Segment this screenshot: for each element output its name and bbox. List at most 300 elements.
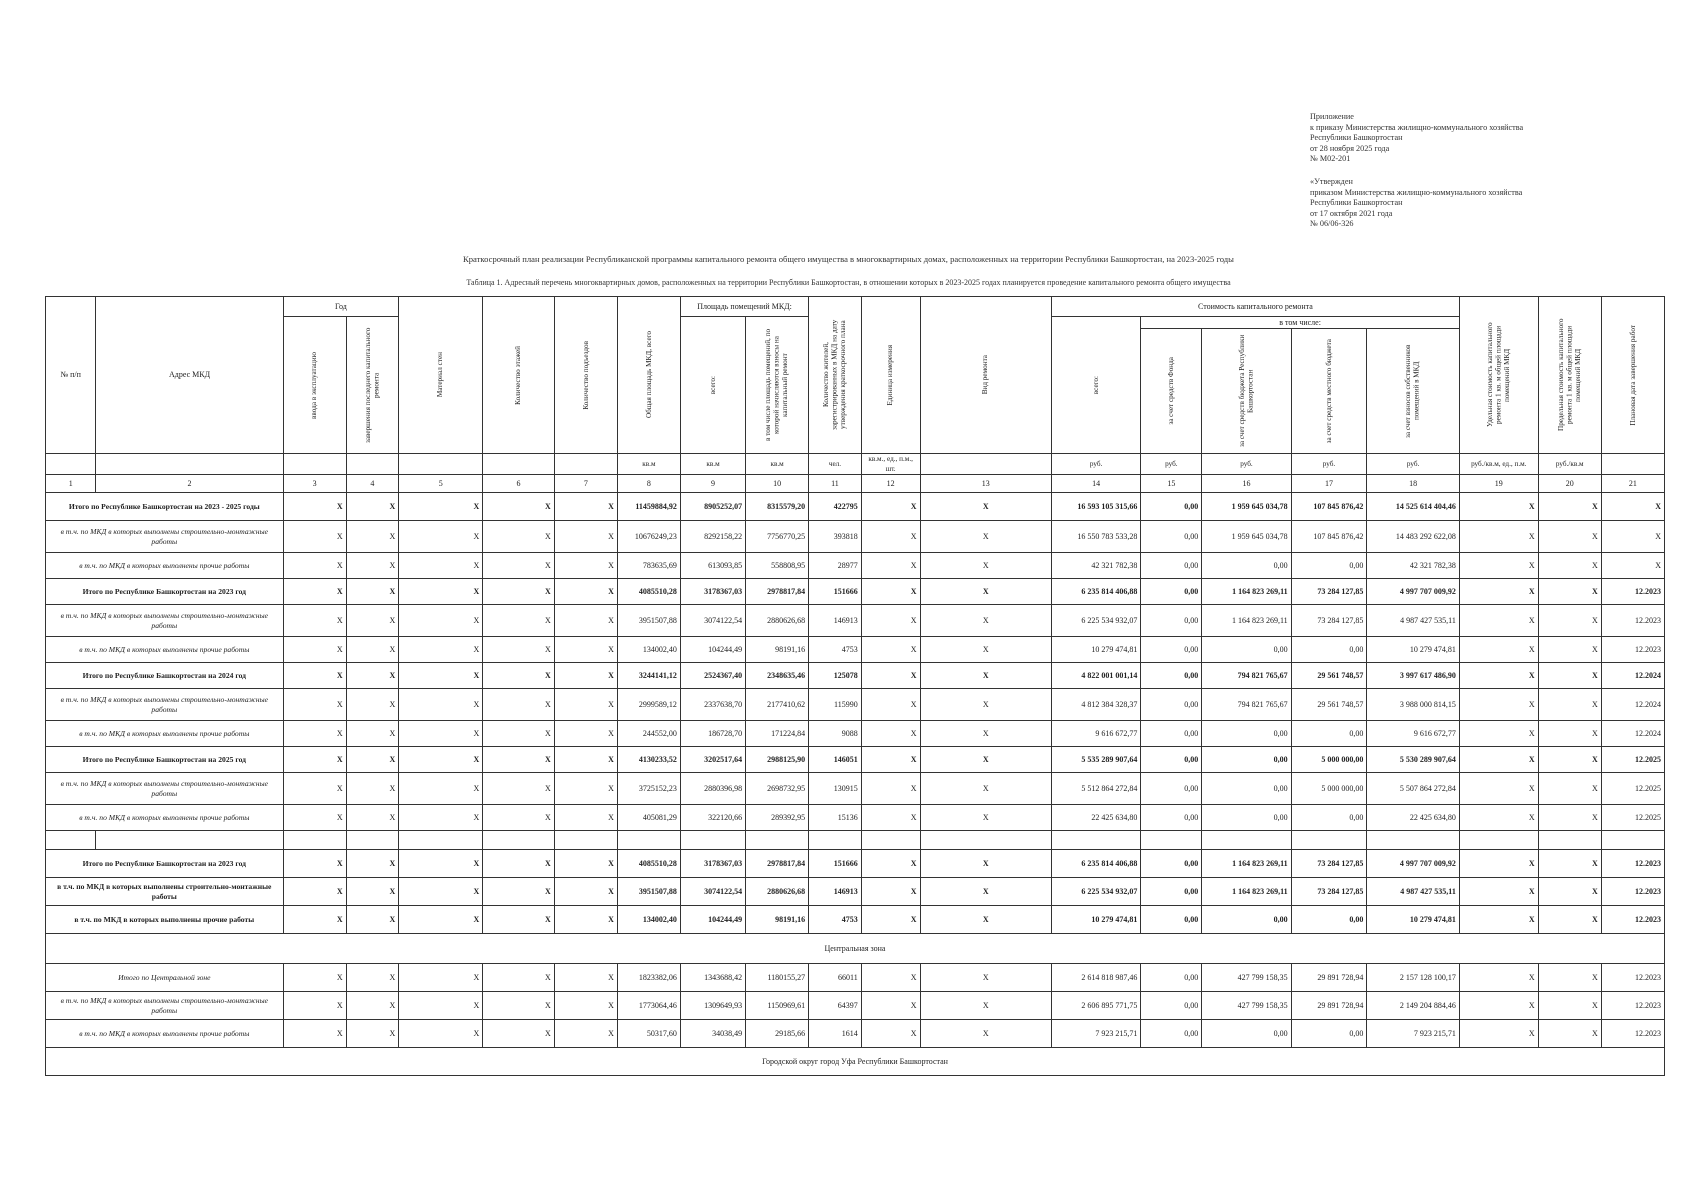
- cost-owners-value: 4 987 427 535,11: [1367, 605, 1460, 637]
- x-mark: X: [861, 521, 920, 553]
- premises-total-value: 2337638,70: [680, 689, 745, 721]
- x-mark: X: [554, 1020, 617, 1048]
- premises-total-value: 2880396,98: [680, 773, 745, 805]
- x-mark: X: [861, 964, 920, 992]
- column-number: 17: [1291, 475, 1367, 493]
- x-mark: X: [283, 553, 346, 579]
- row-label: в т.ч. по МКД в которых выполнены прочие работы: [46, 1020, 284, 1048]
- row-label: в т.ч. по МКД в которых выполнены прочие работы: [46, 805, 284, 831]
- x-mark: X: [483, 605, 554, 637]
- x-mark: X: [861, 689, 920, 721]
- x-mark: X: [920, 906, 1051, 934]
- table-row: [46, 773, 1665, 805]
- planned-date-value: 12.2025: [1601, 805, 1664, 831]
- premises-owned-value: 8315579,20: [746, 493, 809, 521]
- cost-total-value: 22 425 634,80: [1051, 805, 1140, 831]
- row-label: Итого по Республике Башкортостан на 2023 год: [46, 850, 284, 878]
- residents-value: 64397: [809, 992, 862, 1020]
- x-mark: X: [283, 493, 346, 521]
- column-number: 16: [1202, 475, 1291, 493]
- total-area-value: 4085510,28: [617, 850, 680, 878]
- total-area-value: 134002,40: [617, 906, 680, 934]
- x-mark: X: [399, 689, 483, 721]
- x-mark: X: [283, 964, 346, 992]
- premises-owned-value: 1150969,61: [746, 992, 809, 1020]
- cost-fund-value: 0,00: [1141, 521, 1202, 553]
- total-area-value: 11459884,92: [617, 493, 680, 521]
- cost-local-value: 73 284 127,85: [1291, 605, 1367, 637]
- x-mark: X: [483, 637, 554, 663]
- x-mark: X: [1459, 579, 1538, 605]
- header-floors: Количество этажей: [483, 297, 554, 454]
- planned-date-value: 12.2023: [1601, 992, 1664, 1020]
- x-mark: X: [346, 663, 399, 689]
- planned-date-value: 12.2024: [1601, 721, 1664, 747]
- x-mark: X: [1459, 493, 1538, 521]
- cost-total-value: 16 550 783 533,28: [1051, 521, 1140, 553]
- cost-republic-value: 0,00: [1202, 906, 1291, 934]
- column-number: 9: [680, 475, 745, 493]
- x-mark: X: [483, 773, 554, 805]
- row-label: Итого по Республике Башкортостан на 2024 год: [46, 663, 284, 689]
- column-number: 1: [46, 475, 96, 493]
- x-mark: X: [861, 992, 920, 1020]
- x-mark: X: [483, 747, 554, 773]
- x-mark: X: [1538, 805, 1601, 831]
- x-mark: X: [861, 878, 920, 906]
- appendix-line: Республики Башкортостан: [1310, 133, 1403, 143]
- cost-owners-value: 14 483 292 622,08: [1367, 521, 1460, 553]
- x-mark: X: [483, 579, 554, 605]
- premises-owned-value: 1180155,27: [746, 964, 809, 992]
- cost-fund-value: 0,00: [1141, 689, 1202, 721]
- residents-value: 151666: [809, 579, 862, 605]
- cost-republic-value: 427 799 158,35: [1202, 964, 1291, 992]
- cost-republic-value: 0,00: [1202, 773, 1291, 805]
- x-mark: X: [483, 553, 554, 579]
- x-mark: X: [399, 493, 483, 521]
- cost-republic-value: 0,00: [1202, 747, 1291, 773]
- x-mark: X: [554, 689, 617, 721]
- premises-owned-value: 7756770,25: [746, 521, 809, 553]
- residents-value: 125078: [809, 663, 862, 689]
- column-number: 21: [1601, 475, 1664, 493]
- x-mark: X: [554, 579, 617, 605]
- header-row-1: [46, 297, 1665, 317]
- cost-republic-value: 1 164 823 269,11: [1202, 878, 1291, 906]
- x-mark: X: [1459, 850, 1538, 878]
- x-mark: X: [1459, 721, 1538, 747]
- column-number: 6: [483, 475, 554, 493]
- x-mark: X: [920, 747, 1051, 773]
- x-mark: X: [346, 1020, 399, 1048]
- x-mark: X: [346, 747, 399, 773]
- x-mark: X: [399, 878, 483, 906]
- x-mark: X: [554, 493, 617, 521]
- cost-local-value: 0,00: [1291, 553, 1367, 579]
- cost-owners-value: 10 279 474,81: [1367, 637, 1460, 663]
- x-mark: X: [1538, 637, 1601, 663]
- cost-fund-value: 0,00: [1141, 663, 1202, 689]
- unit-cell: руб./кв.м, ед., п.м.: [1459, 454, 1538, 475]
- cost-owners-value: 9 616 672,77: [1367, 721, 1460, 747]
- x-mark: X: [861, 805, 920, 831]
- premises-total-value: 613093,85: [680, 553, 745, 579]
- x-mark: X: [283, 1020, 346, 1048]
- row-label: в т.ч. по МКД в которых выполнены строительно-монтажные работы: [46, 689, 284, 721]
- x-mark: X: [861, 906, 920, 934]
- residents-value: 393818: [809, 521, 862, 553]
- x-mark: X: [283, 878, 346, 906]
- x-mark: X: [283, 605, 346, 637]
- unit-cell: кв.м: [617, 454, 680, 475]
- x-mark: X: [346, 637, 399, 663]
- unit-cell: руб.: [1367, 454, 1460, 475]
- planned-date-value: 12.2023: [1601, 850, 1664, 878]
- x-mark: X: [346, 805, 399, 831]
- x-mark: X: [399, 992, 483, 1020]
- cost-owners-value: 4 987 427 535,11: [1367, 878, 1460, 906]
- document-title: Краткосрочный план реализации Республиканской программы капитального ремонта общего имущества в многоквартирных домах, расположенных на территории Республики Башкортостан, на 2023-2025 годы: [463, 254, 1234, 264]
- premises-owned-value: 2988125,90: [746, 747, 809, 773]
- row-label: в т.ч. по МКД в которых выполнены строительно-монтажные работы: [46, 773, 284, 805]
- cost-fund-value: 0,00: [1141, 579, 1202, 605]
- x-mark: X: [1538, 521, 1601, 553]
- header-wall-material: Материал стен: [399, 297, 483, 454]
- planned-date-value: 12.2023: [1601, 1020, 1664, 1048]
- x-mark: X: [399, 964, 483, 992]
- row-label: Итого по Республике Башкортостан на 2025 год: [46, 747, 284, 773]
- x-mark: X: [283, 992, 346, 1020]
- x-mark: X: [346, 579, 399, 605]
- total-area-value: 3244141,12: [617, 663, 680, 689]
- x-mark: X: [483, 964, 554, 992]
- x-mark: X: [399, 553, 483, 579]
- residents-value: 28977: [809, 553, 862, 579]
- planned-date-value: 12.2023: [1601, 579, 1664, 605]
- x-mark: X: [1538, 605, 1601, 637]
- x-mark: X: [399, 805, 483, 831]
- cost-local-value: 73 284 127,85: [1291, 878, 1367, 906]
- row-label: в т.ч. по МКД в которых выполнены прочие работы: [46, 906, 284, 934]
- x-mark: X: [1459, 878, 1538, 906]
- premises-total-value: 3074122,54: [680, 878, 745, 906]
- x-mark: X: [861, 493, 920, 521]
- cost-total-value: 16 593 105 315,66: [1051, 493, 1140, 521]
- residents-value: 66011: [809, 964, 862, 992]
- column-number: 11: [809, 475, 862, 493]
- x-mark: X: [283, 773, 346, 805]
- x-mark: X: [920, 878, 1051, 906]
- table-row: [46, 747, 1665, 773]
- residents-value: 15136: [809, 805, 862, 831]
- x-mark: X: [346, 992, 399, 1020]
- residents-value: 146913: [809, 605, 862, 637]
- premises-owned-value: 2698732,95: [746, 773, 809, 805]
- x-mark: X: [483, 493, 554, 521]
- cost-owners-value: 14 525 614 404,46: [1367, 493, 1460, 521]
- cost-total-value: 10 279 474,81: [1051, 637, 1140, 663]
- residents-value: 130915: [809, 773, 862, 805]
- x-mark: X: [1459, 553, 1538, 579]
- table-row: [46, 663, 1665, 689]
- unit-cell: руб.: [1202, 454, 1291, 475]
- table-row: [46, 850, 1665, 878]
- residents-value: 4753: [809, 906, 862, 934]
- planned-date-value: X: [1601, 493, 1664, 521]
- row-label: в т.ч. по МКД в которых выполнены строительно-монтажные работы: [46, 521, 284, 553]
- cost-owners-value: 22 425 634,80: [1367, 805, 1460, 831]
- premises-total-value: 8292158,22: [680, 521, 745, 553]
- premises-total-value: 3178367,03: [680, 850, 745, 878]
- x-mark: X: [861, 1020, 920, 1048]
- x-mark: X: [554, 605, 617, 637]
- unit-cell: руб.: [1291, 454, 1367, 475]
- zone-row: [46, 1048, 1665, 1076]
- x-mark: X: [346, 906, 399, 934]
- column-number: 5: [399, 475, 483, 493]
- residents-value: 422795: [809, 493, 862, 521]
- approved-line: Республики Башкортостан: [1310, 198, 1403, 208]
- x-mark: X: [920, 773, 1051, 805]
- cost-republic-value: 0,00: [1202, 805, 1291, 831]
- cost-total-value: 5 512 864 272,84: [1051, 773, 1140, 805]
- cost-fund-value: 0,00: [1141, 721, 1202, 747]
- cost-total-value: 2 606 895 771,75: [1051, 992, 1140, 1020]
- x-mark: X: [346, 878, 399, 906]
- spacer-row: [46, 831, 1665, 850]
- x-mark: X: [1459, 605, 1538, 637]
- x-mark: X: [1538, 1020, 1601, 1048]
- x-mark: X: [283, 850, 346, 878]
- premises-total-value: 3074122,54: [680, 605, 745, 637]
- x-mark: X: [861, 553, 920, 579]
- row-label: в т.ч. по МКД в которых выполнены прочие работы: [46, 721, 284, 747]
- column-number: 15: [1141, 475, 1202, 493]
- planned-date-value: 12.2024: [1601, 663, 1664, 689]
- x-mark: X: [399, 579, 483, 605]
- x-mark: X: [399, 747, 483, 773]
- cost-local-value: 107 845 876,42: [1291, 493, 1367, 521]
- x-mark: X: [1538, 579, 1601, 605]
- row-label: Итого по Центральной зоне: [46, 964, 284, 992]
- premises-total-value: 3202517,64: [680, 747, 745, 773]
- x-mark: X: [1538, 689, 1601, 721]
- header-cost-local: за счет средств местного бюджета: [1291, 329, 1367, 454]
- residents-value: 4753: [809, 637, 862, 663]
- residents-value: 9088: [809, 721, 862, 747]
- cost-total-value: 2 614 818 987,46: [1051, 964, 1140, 992]
- x-mark: X: [861, 721, 920, 747]
- planned-date-value: X: [1601, 553, 1664, 579]
- x-mark: X: [554, 906, 617, 934]
- cost-owners-value: 4 997 707 009,92: [1367, 579, 1460, 605]
- cost-fund-value: 0,00: [1141, 553, 1202, 579]
- premises-total-value: 104244,49: [680, 637, 745, 663]
- planned-date-value: 12.2023: [1601, 964, 1664, 992]
- x-mark: X: [554, 747, 617, 773]
- cost-fund-value: 0,00: [1141, 850, 1202, 878]
- x-mark: X: [1538, 663, 1601, 689]
- header-including: в том числе:: [1141, 317, 1460, 329]
- header-residents: Количество жителей, зарегистрированных в МКД на дату утверждения краткосрочного плана: [809, 297, 862, 454]
- planned-date-value: 12.2024: [1601, 689, 1664, 721]
- residents-value: 1614: [809, 1020, 862, 1048]
- premises-owned-value: 2348635,46: [746, 663, 809, 689]
- premises-owned-value: 2880626,68: [746, 605, 809, 637]
- premises-total-value: 34038,49: [680, 1020, 745, 1048]
- cost-fund-value: 0,00: [1141, 747, 1202, 773]
- premises-total-value: 3178367,03: [680, 579, 745, 605]
- x-mark: X: [346, 553, 399, 579]
- cost-owners-value: 3 988 000 814,15: [1367, 689, 1460, 721]
- header-premises-area: Площадь помещений МКД:: [680, 297, 808, 317]
- x-mark: X: [920, 992, 1051, 1020]
- cost-total-value: 7 923 215,71: [1051, 1020, 1140, 1048]
- header-num: № п/п: [46, 297, 96, 454]
- total-area-value: 783635,69: [617, 553, 680, 579]
- column-number: 8: [617, 475, 680, 493]
- cost-republic-value: 794 821 765,67: [1202, 663, 1291, 689]
- x-mark: X: [1459, 521, 1538, 553]
- x-mark: X: [1459, 773, 1538, 805]
- premises-owned-value: 2978817,84: [746, 850, 809, 878]
- x-mark: X: [554, 850, 617, 878]
- header-premises-owned: в том числе площадь помещений, по которой начисляются взносы на капитальный ремонт: [746, 317, 809, 454]
- x-mark: X: [861, 637, 920, 663]
- appendix-line: к приказу Министерства жилищно-коммунального хозяйства: [1310, 122, 1524, 132]
- x-mark: X: [1459, 1020, 1538, 1048]
- premises-owned-value: 558808,95: [746, 553, 809, 579]
- x-mark: X: [283, 747, 346, 773]
- header-year-commission: ввода в эксплуатацию: [283, 317, 346, 454]
- cost-total-value: 4 812 384 328,37: [1051, 689, 1140, 721]
- x-mark: X: [399, 721, 483, 747]
- table-row: [46, 521, 1665, 553]
- premises-total-value: 2524367,40: [680, 663, 745, 689]
- x-mark: X: [346, 850, 399, 878]
- cost-republic-value: 1 164 823 269,11: [1202, 605, 1291, 637]
- x-mark: X: [1459, 689, 1538, 721]
- column-number: 18: [1367, 475, 1460, 493]
- residents-value: 115990: [809, 689, 862, 721]
- premises-owned-value: 2880626,68: [746, 878, 809, 906]
- x-mark: X: [1538, 493, 1601, 521]
- x-mark: X: [483, 721, 554, 747]
- planned-date-value: 12.2025: [1601, 747, 1664, 773]
- cost-local-value: 0,00: [1291, 721, 1367, 747]
- x-mark: X: [399, 1020, 483, 1048]
- cost-republic-value: 0,00: [1202, 1020, 1291, 1048]
- header-unit: Единица измерения: [861, 297, 920, 454]
- header-premises-total: всего:: [680, 317, 745, 454]
- row-label: в т.ч. по МКД в которых выполнены строительно-монтажные работы: [46, 605, 284, 637]
- cost-total-value: 6 225 534 932,07: [1051, 878, 1140, 906]
- row-label: в т.ч. по МКД в которых выполнены строительно-монтажные работы: [46, 878, 284, 906]
- zone-title: Городской округ город Уфа Республики Башкортостан: [46, 1048, 1665, 1076]
- cost-local-value: 29 561 748,57: [1291, 689, 1367, 721]
- cost-republic-value: 1 959 645 034,78: [1202, 521, 1291, 553]
- header-entrances: Количество подъездов: [554, 297, 617, 454]
- cost-republic-value: 1 164 823 269,11: [1202, 579, 1291, 605]
- total-area-value: 3951507,88: [617, 605, 680, 637]
- x-mark: X: [399, 521, 483, 553]
- x-mark: X: [554, 663, 617, 689]
- appendix-line: Приложение: [1310, 112, 1354, 121]
- x-mark: X: [554, 721, 617, 747]
- x-mark: X: [1538, 553, 1601, 579]
- x-mark: X: [554, 805, 617, 831]
- total-area-value: 2999589,12: [617, 689, 680, 721]
- header-cost: Стоимость капитального ремонта: [1051, 297, 1459, 317]
- x-mark: X: [399, 663, 483, 689]
- x-mark: X: [861, 850, 920, 878]
- planned-date-value: 12.2023: [1601, 605, 1664, 637]
- table-row: [46, 553, 1665, 579]
- planned-date-value: 12.2023: [1601, 878, 1664, 906]
- header-max-cost: Предельная стоимость капитального ремонта 1 кв. м общей площади помещений МКД: [1538, 297, 1601, 454]
- unit-cell: руб.: [1141, 454, 1202, 475]
- premises-owned-value: 29185,66: [746, 1020, 809, 1048]
- table-row: [46, 878, 1665, 906]
- table-row: [46, 906, 1665, 934]
- cost-local-value: 0,00: [1291, 906, 1367, 934]
- cost-fund-value: 0,00: [1141, 964, 1202, 992]
- total-area-value: 50317,60: [617, 1020, 680, 1048]
- x-mark: X: [1459, 992, 1538, 1020]
- x-mark: X: [861, 663, 920, 689]
- x-mark: X: [920, 805, 1051, 831]
- x-mark: X: [283, 689, 346, 721]
- total-area-value: 3951507,88: [617, 878, 680, 906]
- unit-cell: кв.м., ед., п.м., шт.: [861, 454, 920, 475]
- column-number: 3: [283, 475, 346, 493]
- x-mark: X: [861, 747, 920, 773]
- premises-total-value: 1343688,42: [680, 964, 745, 992]
- cost-owners-value: 2 157 128 100,17: [1367, 964, 1460, 992]
- residents-value: 151666: [809, 850, 862, 878]
- header-year-last-repair: завершения последнего капитального ремонта: [346, 317, 399, 454]
- unit-cell: чел.: [809, 454, 862, 475]
- x-mark: X: [1459, 964, 1538, 992]
- cost-local-value: 29 561 748,57: [1291, 663, 1367, 689]
- cost-local-value: 0,00: [1291, 637, 1367, 663]
- column-number: 14: [1051, 475, 1140, 493]
- total-area-value: 1823382,06: [617, 964, 680, 992]
- approved-line: «Утвержден: [1310, 176, 1353, 186]
- header-cost-owners: за счет взносов собственников помещений в МКД: [1367, 329, 1460, 454]
- x-mark: X: [554, 773, 617, 805]
- unit-cell: руб./кв.м: [1538, 454, 1601, 475]
- x-mark: X: [920, 721, 1051, 747]
- cost-fund-value: 0,00: [1141, 906, 1202, 934]
- x-mark: X: [483, 850, 554, 878]
- column-number: 7: [554, 475, 617, 493]
- premises-owned-value: 98191,16: [746, 637, 809, 663]
- cost-republic-value: 794 821 765,67: [1202, 689, 1291, 721]
- x-mark: X: [346, 721, 399, 747]
- row-label: Итого по Республике Башкортостан на 2023 год: [46, 579, 284, 605]
- x-mark: X: [920, 605, 1051, 637]
- cost-total-value: 10 279 474,81: [1051, 906, 1140, 934]
- capital-repair-table: [45, 296, 1665, 1076]
- x-mark: X: [399, 773, 483, 805]
- column-number: 19: [1459, 475, 1538, 493]
- header-total-area: Общая площадь МКД, всего: [617, 297, 680, 454]
- appendix-block: [1310, 112, 1523, 230]
- planned-date-value: X: [1601, 521, 1664, 553]
- cost-local-value: 73 284 127,85: [1291, 850, 1367, 878]
